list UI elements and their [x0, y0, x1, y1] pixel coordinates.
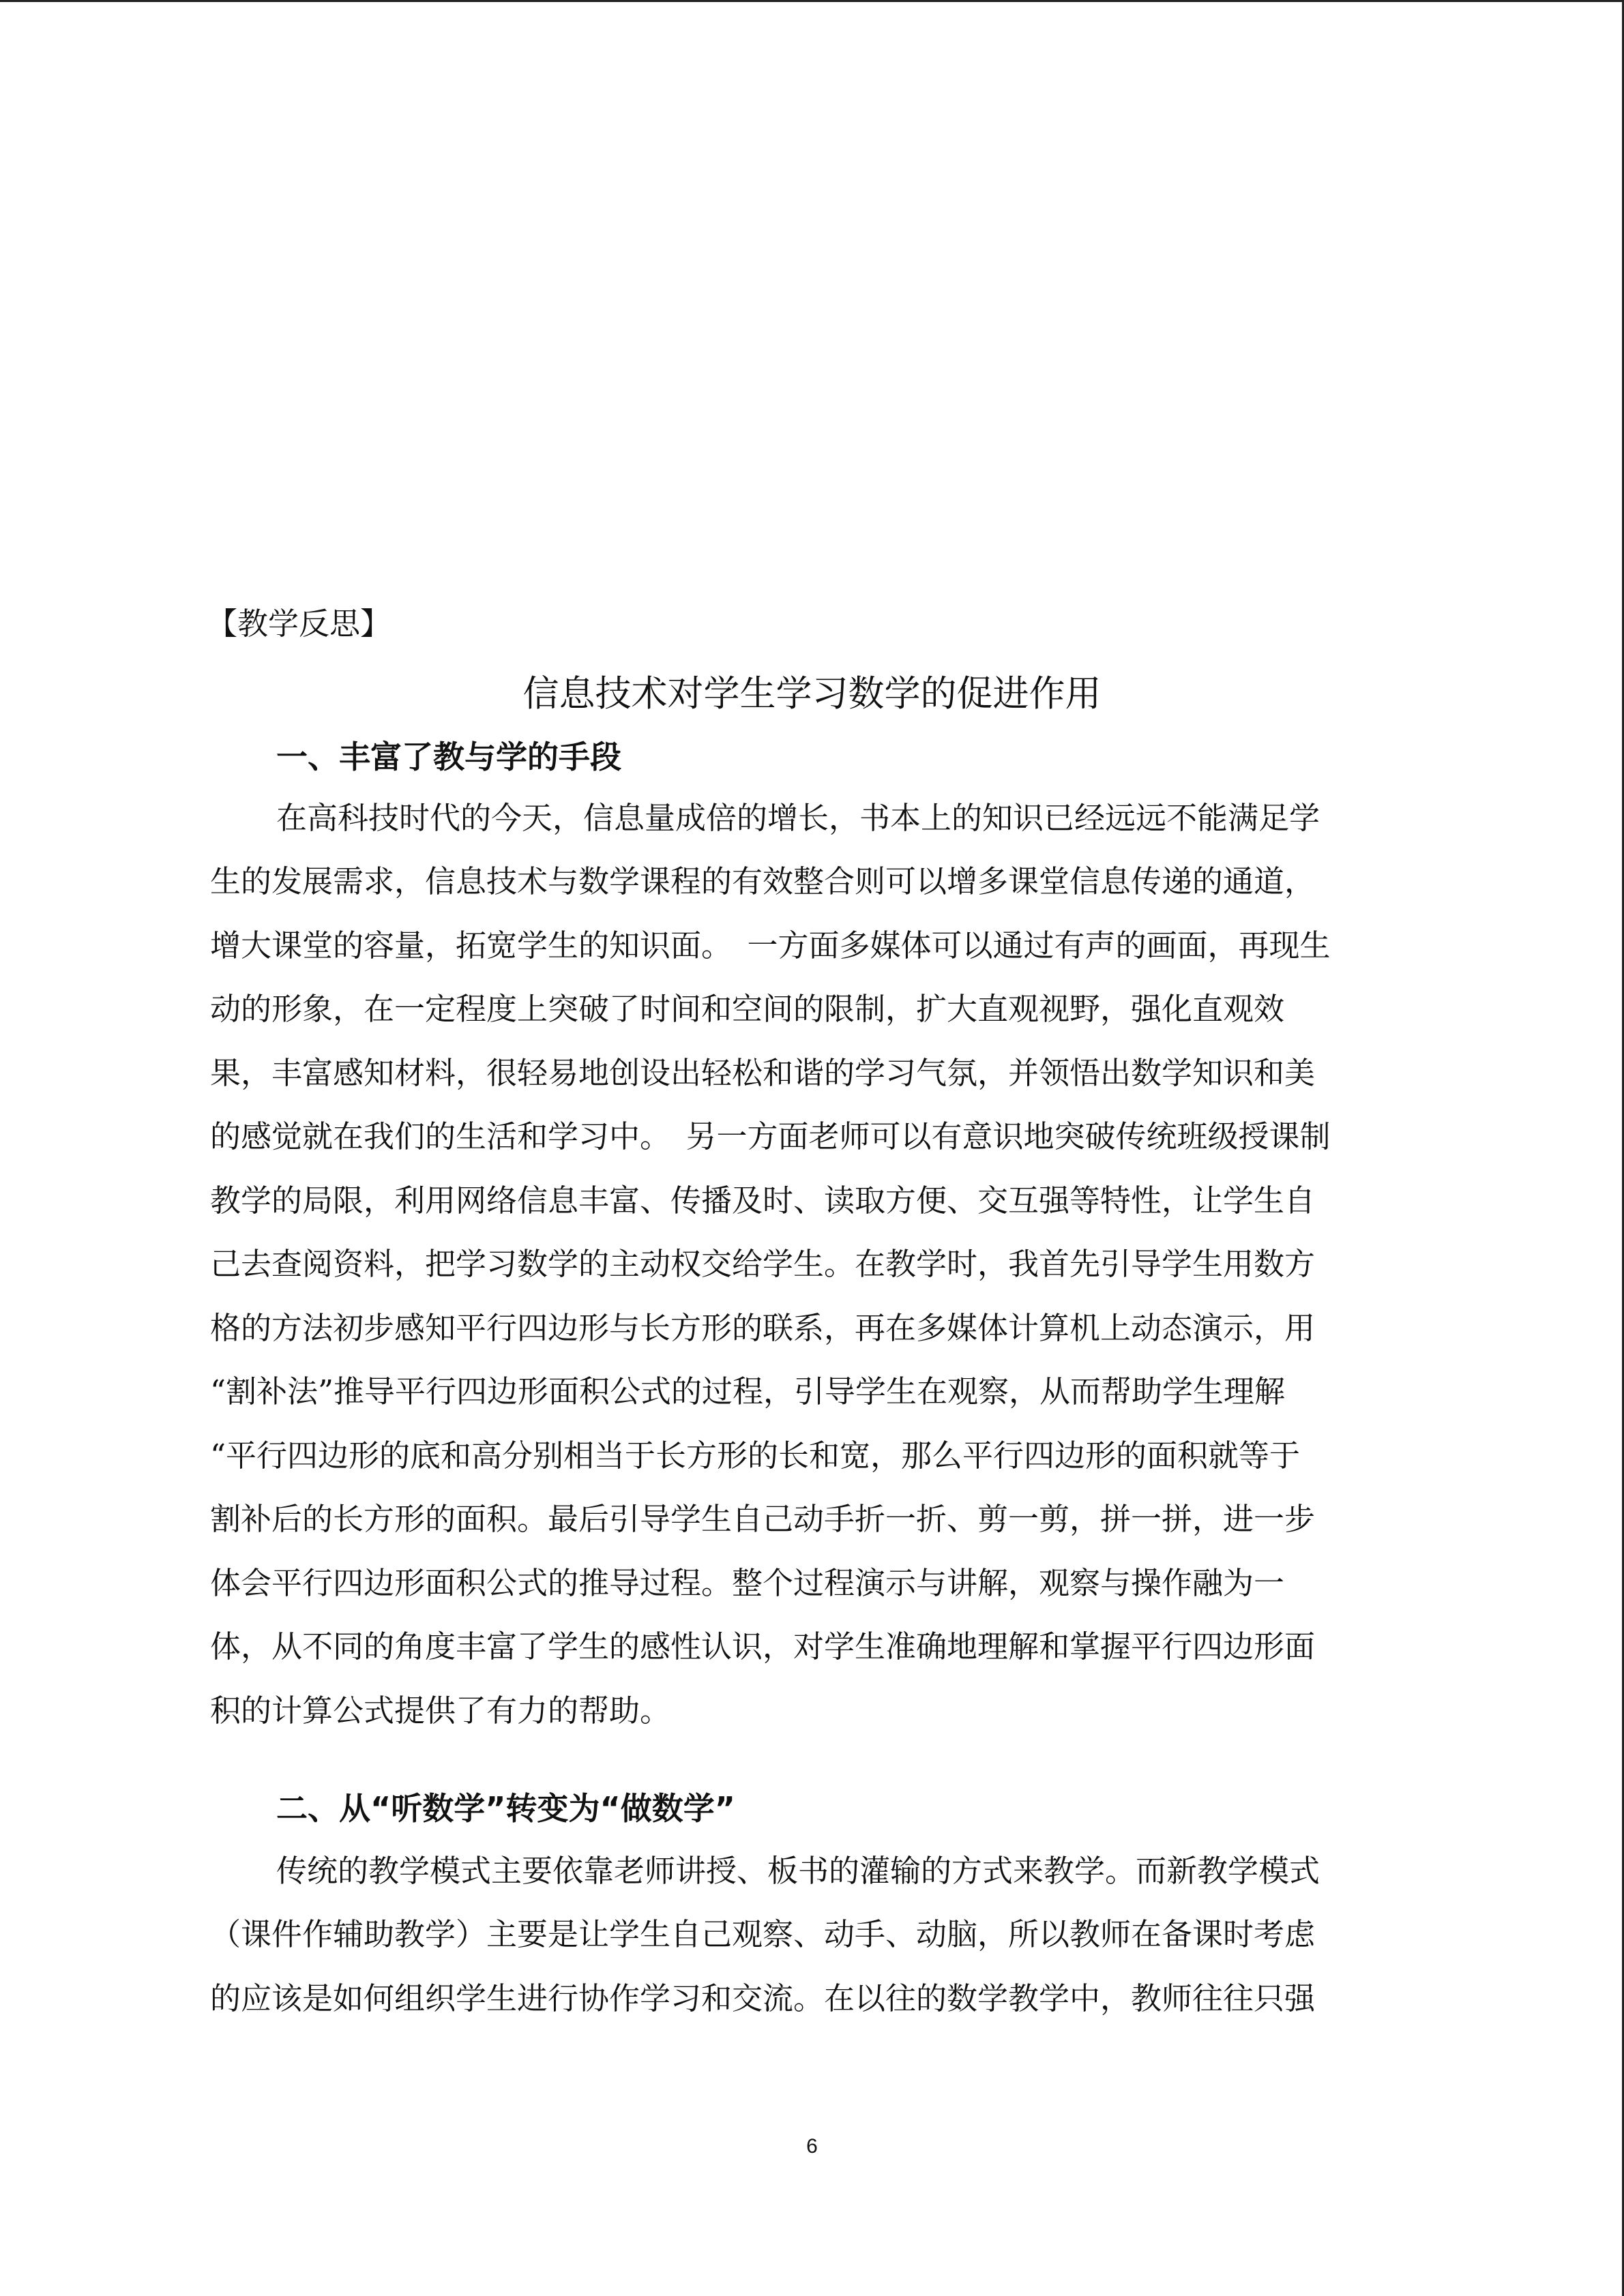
paragraph-line: 体，从不同的角度丰富了学生的感性认识，对学生准确地理解和掌握平行四边形面: [210, 1628, 1316, 1665]
paragraph-line: 传统的教学模式主要依靠老师讲授、板书的灌输的方式来教学。而新教学模式: [276, 1853, 1320, 1889]
paragraph-line: 割补后的长方形的面积。最后引导学生自己动手折一折、剪一剪，拼一拼，进一步: [210, 1501, 1316, 1537]
paragraph-line: 动的形象，在一定程度上突破了时间和空间的限制，扩大直观视野，强化直观效: [210, 991, 1285, 1027]
section-tag: 【教学反思】: [207, 606, 392, 642]
paragraph-line: “割补法”推导平行四边形面积公式的过程，引导学生在观察，从而帮助学生理解: [210, 1373, 1286, 1410]
page-title: 信息技术对学生学习数学的促进作用: [522, 673, 1102, 715]
section-heading-1: 一、丰富了教与学的手段: [276, 739, 621, 775]
paragraph-line: 生的发展需求，信息技术与数学课程的有效整合则可以增多课堂信息传递的通道，: [210, 863, 1316, 899]
page-border-top: [0, 0, 1624, 2]
paragraph-line: 积的计算公式提供了有力的帮助。: [210, 1693, 671, 1729]
section-heading-2: 二、从“听数学”转变为“做数学”: [276, 1790, 735, 1827]
page-number: 6: [806, 2135, 818, 2158]
paragraph-line: 果，丰富感知材料，很轻易地创设出轻松和谐的学习气氛，并领悟出数学知识和美: [210, 1055, 1316, 1091]
paragraph-line: 体会平行四边形面积公式的推导过程。整个过程演示与讲解，观察与操作融为一: [210, 1565, 1285, 1601]
paragraph-line: “平行四边形的底和高分别相当于长方形的长和宽，那么平行四边形的面积就等于: [210, 1437, 1301, 1474]
paragraph-line: 的应该是如何组织学生进行协作学习和交流。在以往的数学教学中，教师往往只强: [210, 1980, 1316, 2016]
paragraph-line: 在高科技时代的今天，信息量成倍的增长，书本上的知识已经远远不能满足学: [276, 800, 1320, 836]
paragraph-line: 教学的局限，利用网络信息丰富、传播及时、读取方便、交互强等特性，让学生自: [210, 1182, 1316, 1219]
paragraph-line: 增大课堂的容量，拓宽学生的知识面。 一方面多媒体可以通过有声的画面，再现生: [210, 927, 1331, 964]
paragraph-line: 己去查阅资料，把学习数学的主动权交给学生。在教学时，我首先引导学生用数方: [210, 1246, 1316, 1282]
paragraph-line: 的感觉就在我们的生活和学习中。 另一方面老师可以有意识地突破传统班级授课制: [210, 1118, 1331, 1154]
paragraph-line: 格的方法初步感知平行四边形与长方形的联系，再在多媒体计算机上动态演示，用: [210, 1310, 1316, 1346]
paragraph-line: （课件作辅助教学）主要是让学生自己观察、动手、动脑，所以教师在备课时考虑: [210, 1916, 1316, 1952]
